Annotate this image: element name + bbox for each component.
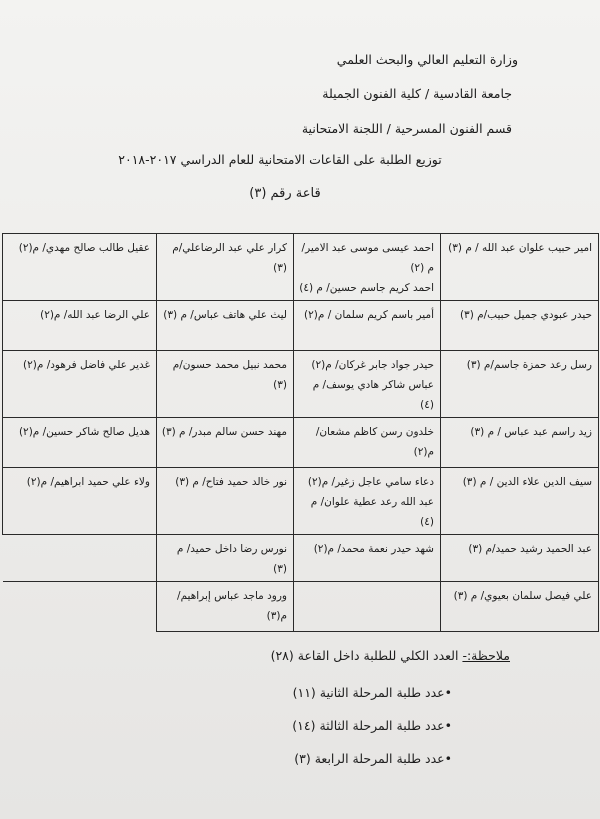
cell-text: خلدون رسن كاظم مشعان/م(٢) <box>315 426 434 458</box>
cell-text: ولاء علي حميد ابراهيم/ م(٢) <box>26 476 150 488</box>
cell-text: محمد نبيل محمد حسون/م (٣) <box>172 359 287 391</box>
table-cell <box>294 535 441 582</box>
stage-3-count: •عدد طلبة المرحلة الثالثة (١٤) <box>292 718 452 733</box>
cell-text: احمد عيسى موسى عبد الامير/ م (٢) احمد كريم جاسم حسين/ م (٤) <box>299 242 434 294</box>
table-cell <box>441 418 599 468</box>
cell-text: حيدر جواد جابر غركان/ م(٢) عباس شاكر هادي يوسف/ م (٤) <box>311 359 434 411</box>
table-cell <box>157 535 294 582</box>
cell-text: حيدر عبودي جميل حبيب/م (٣) <box>459 309 592 321</box>
table-cell <box>441 234 599 301</box>
cell-text: علي فيصل سلمان بعيوي/ م (٣) <box>453 590 592 602</box>
university-heading: جامعة القادسية / كلية الفنون الجميلة <box>322 86 512 101</box>
table-cell <box>294 234 441 301</box>
cell-text: أمير باسم كريم سلمان / م(٢) <box>304 309 434 321</box>
cell-text: سيف الدين علاء الدين / م (٣) <box>462 476 592 488</box>
table-cell <box>294 468 441 535</box>
cell-text: علي الرضا عبد الله/ م(٢) <box>40 309 150 321</box>
table-cell <box>441 535 599 582</box>
cell-text: غدير علي فاضل فرهود/ م(٢) <box>23 359 150 371</box>
table-cell <box>157 234 294 301</box>
table-cell <box>294 301 441 351</box>
cell-text: زيد راسم عبد عباس / م (٣) <box>470 426 592 438</box>
table-cell <box>3 535 157 582</box>
cell-text: دعاء سامي عاجل زغير/ م(٢) عبد الله رعد عطية علوان/ م (٤) <box>307 476 434 528</box>
table-cell <box>157 582 294 632</box>
table-cell <box>441 301 599 351</box>
cell-text: ورود ماجد عباس إبراهيم/م(٣) <box>177 590 287 622</box>
cell-text: عبد الحميد رشيد حميد/م (٣) <box>468 543 592 555</box>
cell-text: نورس رضا داخل حميد/ م (٣) <box>176 543 287 575</box>
table-row <box>3 301 599 351</box>
document-title: توزيع الطلبة على القاعات الامتحانية للعام الدراسي ٢٠١٧-٢٠١٨ <box>118 152 442 167</box>
table-cell <box>3 301 157 351</box>
note-total: العدد الكلي للطلبة داخل القاعة (٢٨) <box>270 648 459 663</box>
table-cell <box>157 468 294 535</box>
table-cell <box>3 418 157 468</box>
table-cell <box>441 351 599 418</box>
table-row <box>3 582 599 632</box>
table-cell <box>157 418 294 468</box>
table-row <box>3 418 599 468</box>
cell-text: شهد حيدر نعمة محمد/ م(٢) <box>313 543 434 555</box>
cell-text: رسل رعد حمزة جاسم/م (٣) <box>466 359 592 371</box>
note-line <box>271 648 510 663</box>
table-cell <box>157 301 294 351</box>
cell-text: امير حبيب علوان عبد الله / م (٣) <box>448 242 592 254</box>
table-cell <box>3 351 157 418</box>
table-row <box>3 535 599 582</box>
table-cell <box>441 582 599 632</box>
table-cell <box>294 418 441 468</box>
table-row <box>3 351 599 418</box>
table-row <box>3 468 599 535</box>
cell-text: ليث علي هاتف عباس/ م (٣) <box>163 309 287 321</box>
stage-2-count: •عدد طلبة المرحلة الثانية (١١) <box>292 685 452 700</box>
table-cell <box>294 582 441 632</box>
table-cell <box>157 351 294 418</box>
table-cell <box>294 351 441 418</box>
cell-text: عقيل طالب صالح مهدي/ م(٢) <box>18 242 150 254</box>
cell-text: مهند حسن سالم مبدر/ م (٣) <box>161 426 287 438</box>
stage-4-count: •عدد طلبة المرحلة الرابعة (٣) <box>294 751 452 766</box>
table-cell <box>3 234 157 301</box>
department-heading: قسم الفنون المسرحية / اللجنة الامتحانية <box>301 121 512 136</box>
hall-number: قاعة رقم (٣) <box>249 186 321 201</box>
cell-text: كرار علي عبد الرضاعلي/م (٣) <box>172 242 287 274</box>
table-cell <box>441 468 599 535</box>
ministry-heading: وزارة التعليم العالي والبحث العلمي <box>336 52 518 67</box>
note-label: ملاحظة:- <box>462 648 510 663</box>
cell-text: هديل صالح شاكر حسين/ م(٢) <box>18 426 150 438</box>
table-row <box>3 234 599 301</box>
table-cell <box>3 468 157 535</box>
cell-text: نور خالد حميد فتاح/ م (٣) <box>175 476 287 488</box>
table-cell <box>3 582 157 632</box>
student-distribution-table <box>2 233 599 632</box>
